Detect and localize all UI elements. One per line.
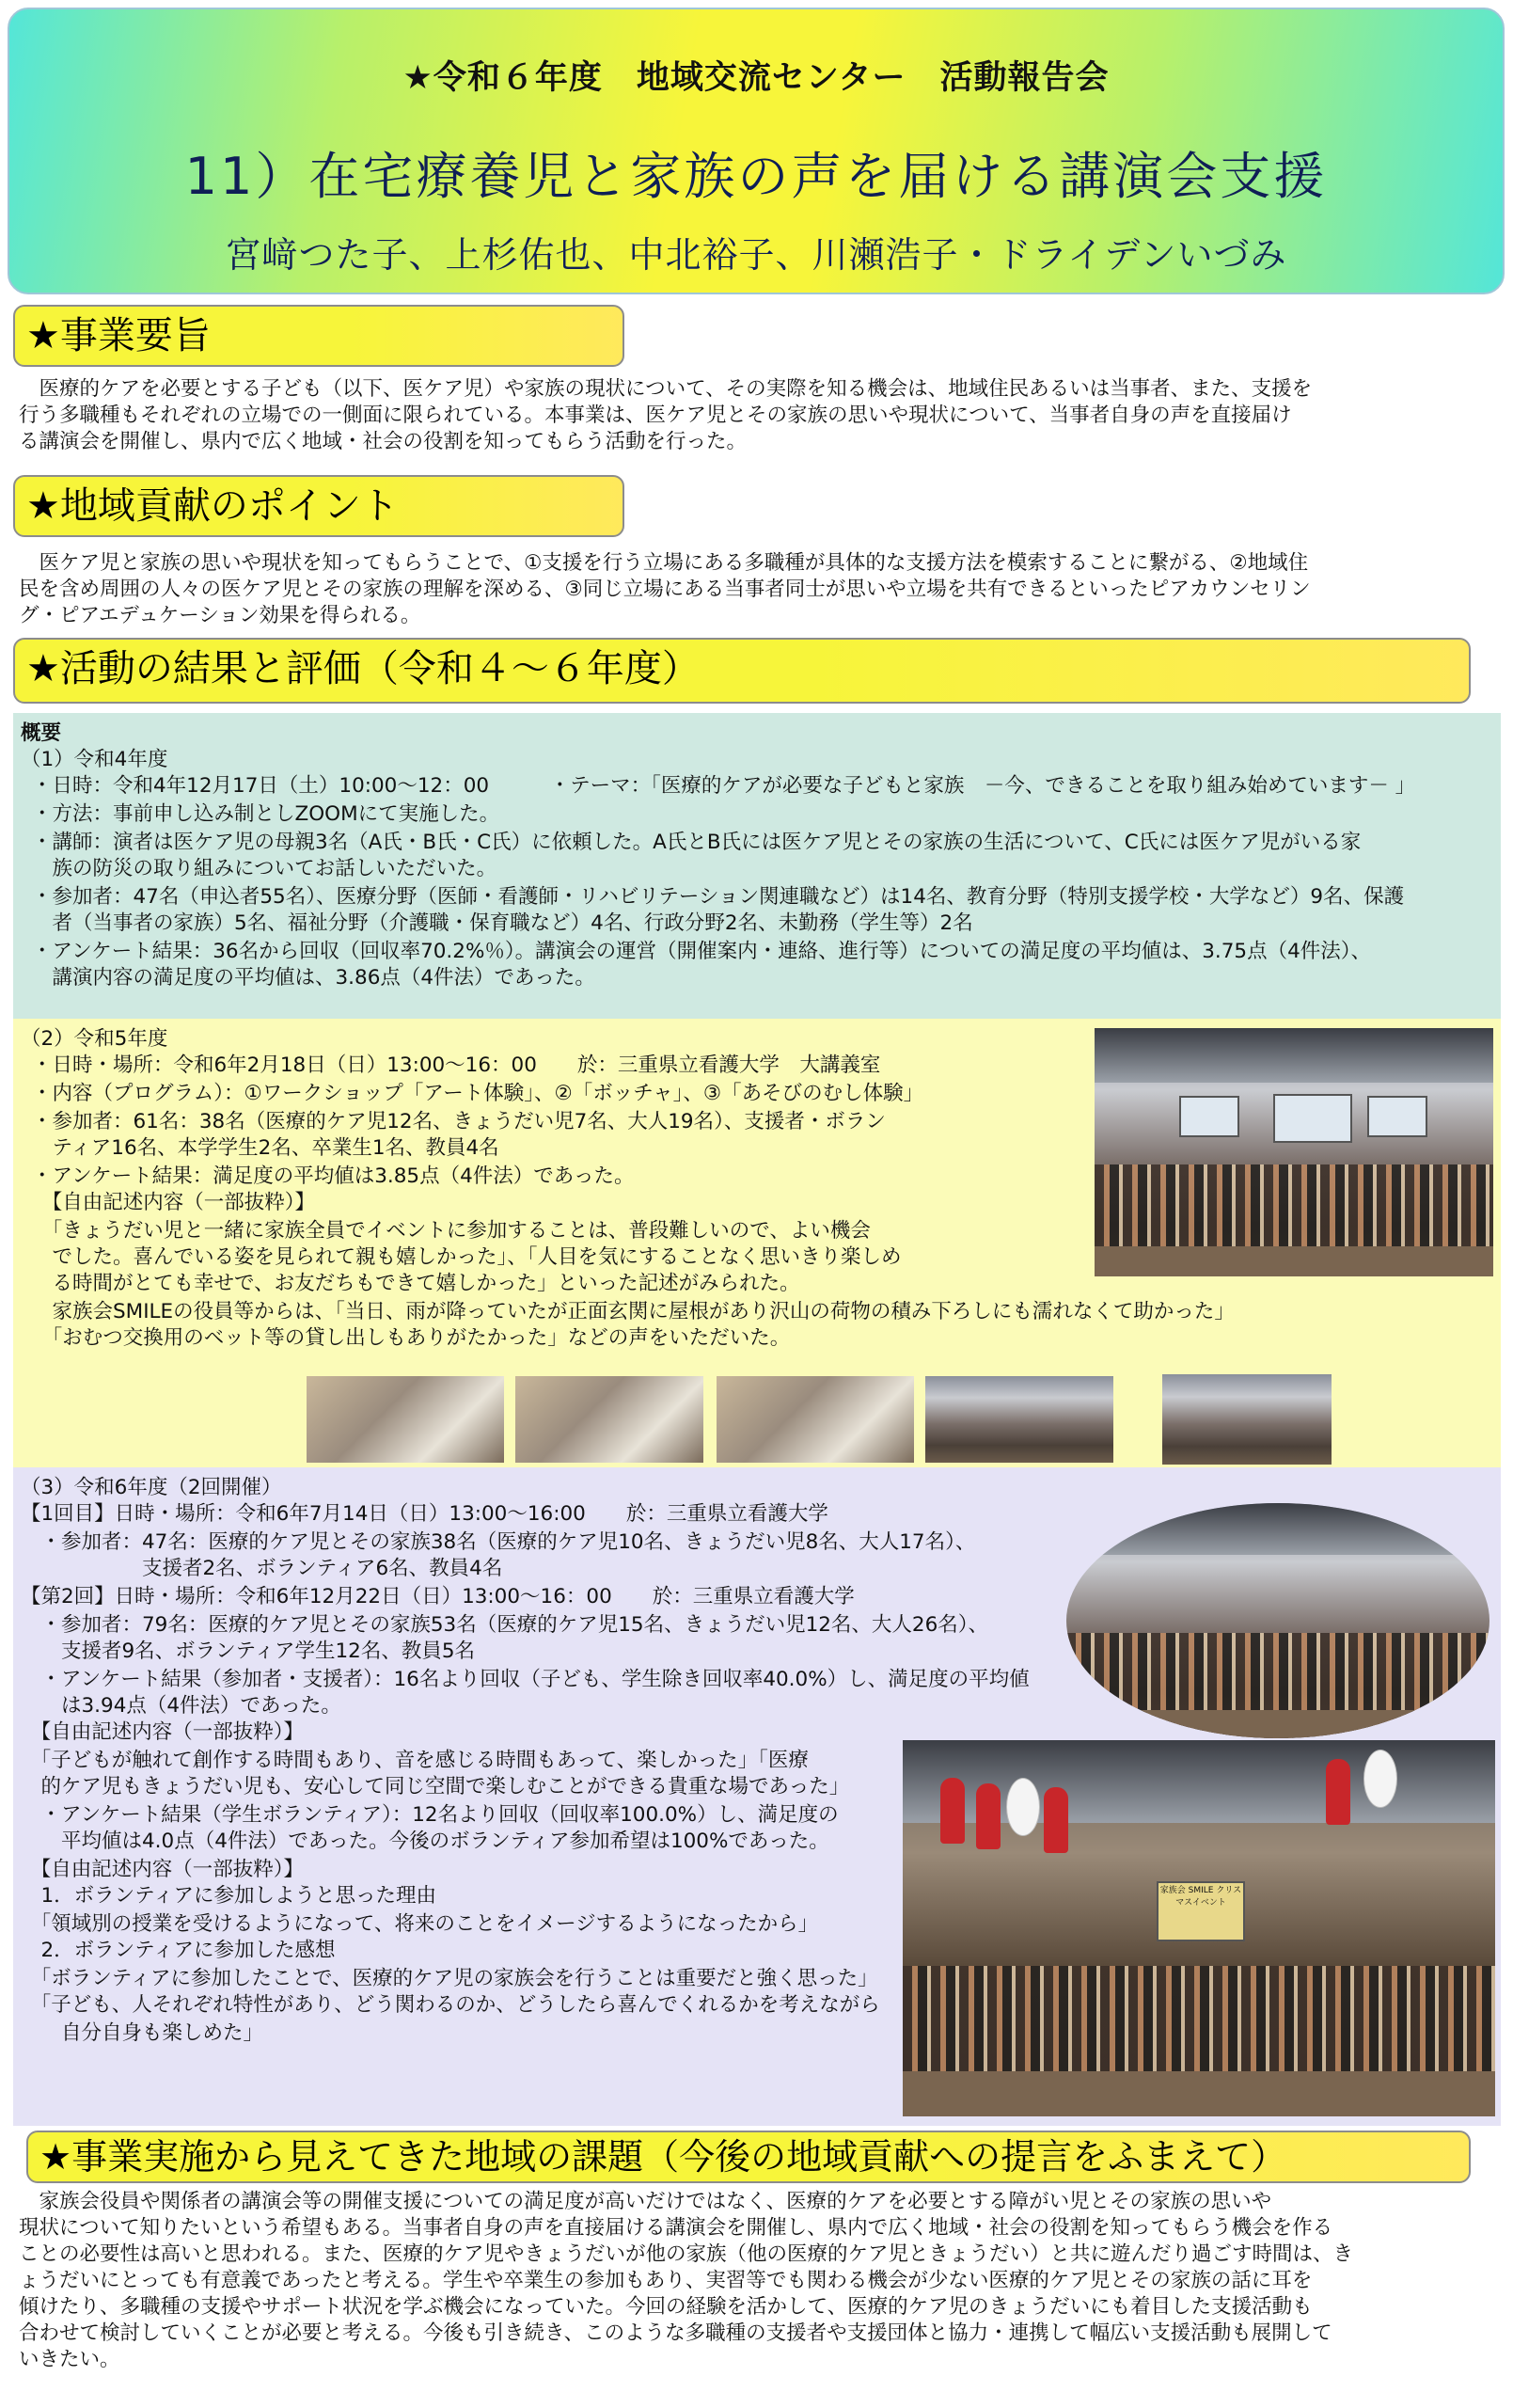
r4-line: ・日時：令和4年12月17日（土）10:00～12：00 ・テーマ：「医療的ケアが必要な子どもと家族 －今、できることを取り組み始めています－ 」 <box>32 774 1416 798</box>
r6-line: ・アンケート結果（学生ボランティア）：12名より回収（回収率100.0%）し、満足度の <box>21 1803 839 1827</box>
r4-title: （1）令和4年度 <box>21 748 168 771</box>
contribution-text <box>19 550 1497 629</box>
page-title: 11）在宅療養児と家族の声を届ける講演会支援 <box>184 147 1328 206</box>
r5-line: 【自由記述内容（一部抜粋）】 <box>32 1191 316 1214</box>
r5-activity-photo <box>515 1376 703 1463</box>
r6-line: ・参加者：79名：医療的ケア児とその家族53名（医療的ケア児15名、きょうだい児12名、大人26名）、 <box>21 1613 989 1637</box>
summary-line: る講演会を開催し、県内で広く地域・社会の役割を知ってもらう活動を行った。 <box>19 430 748 453</box>
r6-group-photo-oval <box>1066 1503 1489 1738</box>
r6-line: 支援者9名、ボランティア学生12名、教員5名 <box>21 1640 475 1663</box>
r4-line: 講演内容の満足度の平均値は、3.86点（4件法）であった。 <box>32 966 595 990</box>
section-heading-results: ★活動の結果と評価（令和４～６年度） <box>13 638 1471 704</box>
r6-line: 「ボランティアに参加したことで、医療的ケア児の家族会を行うことは重要だと強く思った」 <box>21 1967 878 1990</box>
r5-activity-photo <box>1162 1374 1332 1465</box>
r5-line: 家族会SMILEの役員等からは、「当日、雨が降っていたが正面玄関に屋根があり沢山の荷物の積み下ろしにも濡れなくて助かった」 <box>32 1300 1235 1323</box>
challenges-line: いきたい。 <box>19 2348 120 2371</box>
summary-line: 医療的ケアを必要とする子ども（以下、医ケア児）や家族の現状について、その実際を知る機会は、地域住民あるいは当事者、また、支援を <box>19 377 1313 401</box>
r6-line: ・アンケート結果（参加者・支援者）：16名より回収（子ども、学生除き回収率40.0%）し、満足度の平均値 <box>21 1668 1030 1691</box>
r4-line: ・参加者：47名（申込者55名）、医療分野（医師・看護師・リハビリテーション関連職など）は14名、教育分野（特別支援学校・大学など）9名、保護 <box>32 885 1405 909</box>
section-heading-summary: ★事業要旨 <box>13 305 624 367</box>
challenges-line: 合わせて検討していくことが必要と考える。今後も引き続き、このような多職種の支援者や支援団体と協力・連携して幅広い支援活動も展開して <box>19 2321 1332 2345</box>
r5-line: 「きょうだい児と一緒に家族全員でイベントに参加することは、普段難しいので、よい機会 <box>32 1219 871 1243</box>
r5-activity-photo <box>925 1376 1113 1463</box>
challenges-line: ょうだいにとっても有意義であったと考える。学生や卒業生の参加もあり、実習等でも関わる機会が少ない医療的ケア児とその家族の話に耳を <box>19 2269 1313 2292</box>
r6-line: 2．ボランティアに参加した感想 <box>21 1939 336 1962</box>
contribution-line: 民を含め周囲の人々の医ケア児とその家族の理解を深める、③同じ立場にある当事者同士が思いや立場を共有できるといったピアカウンセリン <box>19 578 1311 601</box>
header-banner <box>8 8 1505 294</box>
r6-line: は3.94点（4件法）であった。 <box>21 1694 341 1718</box>
r5-line: ・日時・場所：令和6年2月18日（日）13:00～16：00 於：三重県立看護大学 大講義室 <box>32 1054 881 1077</box>
r4-line: 者（当事者の家族）5名、福祉分野（介護職・保育職など）4名、行政分野2名、未勤務（学生等）2名 <box>32 911 973 935</box>
results-r5-panel <box>13 1019 1501 1467</box>
overview-label: 概要 <box>21 721 62 745</box>
r4-line: ・アンケート結果：36名から回収（回収率70.2%％）。講演会の運営（開催案内・連絡、進行等）についての満足度の平均値は、3.75点（4件法）、 <box>32 940 1371 963</box>
contribution-line: 医ケア児と家族の思いや現状を知ってもらうことで、①支援を行う立場にある多職種が具体的な支援方法を模索することに繋がる、②地域住 <box>19 551 1309 575</box>
r5-line: 「おむつ交換用のベット等の貸し出しもありがたかった」などの声をいただいた。 <box>32 1326 791 1350</box>
r4-line: ・方法：事前申し込み制としZOOMにて実施した。 <box>32 802 500 826</box>
r4-line: 族の防災の取り組みについてお話しいただいた。 <box>32 857 497 880</box>
r6-line: 支援者2名、ボランティア6名、教員4名 <box>21 1557 503 1580</box>
r5-line: ・アンケート結果：満足度の平均値は3.85点（4件法）であった。 <box>32 1164 635 1188</box>
challenges-text <box>19 2189 1497 2373</box>
r5-activity-photo <box>307 1376 504 1463</box>
r6-line: 的ケア児もきょうだい児も、安心して同じ空間で楽しむことができる貴重な場であった」 <box>21 1775 850 1798</box>
challenges-line: ことの必要性は高いと思われる。また、医療的ケア児やきょうだいが他の家族（他の医療的ケア児ときょうだい）と共に遊んだり過ごす時間は、き <box>19 2242 1354 2266</box>
r5-line: る時間がとても幸せで、お友だちもできて嬉しかった」といった記述がみられた。 <box>32 1272 800 1295</box>
r6-line: 【自由記述内容（一部抜粋）】 <box>21 1720 305 1744</box>
r6-line: 「領域別の授業を受けるようになって、将来のことをイメージするようになったから」 <box>21 1912 819 1936</box>
challenges-line: 現状について知りたいという希望もある。当事者自身の声を直接届ける講演会を開催し、県内で広く地域・社会の役割を知ってもらう機会を作る <box>19 2216 1333 2240</box>
r5-line: ティア16名、本学学生2名、卒業生1名、教員4名 <box>32 1136 499 1160</box>
section-heading-contribution: ★地域貢献のポイント <box>13 475 624 537</box>
r6-line: 【第2回】日時・場所：令和6年12月22日（日）13:00～16：00 於：三重県立看護大学 <box>21 1585 855 1608</box>
r4-line: ・講師：演者は医ケア児の母親3名（A氏・B氏・C氏）に依頼した。A氏とB氏には医ケア児とその家族の生活について、C氏には医ケア児がいる家 <box>32 831 1362 854</box>
r6-line: 1．ボランティアに参加しようと思った理由 <box>21 1884 436 1908</box>
results-r4-panel <box>13 713 1501 1019</box>
authors: 宮﨑つた子、上杉佑也、中北裕子、川瀬浩子・ドライデンいづみ <box>225 234 1287 276</box>
r6-line: 平均値は4.0点（4件法）であった。今後のボランティア参加希望は100%であった。 <box>21 1830 829 1853</box>
results-r6-panel <box>13 1467 1501 2126</box>
challenges-line: 傾けたり、多職種の支援やサポート状況を学ぶ機会になっていた。今回の経験を活かして、医療的ケア児のきょうだいにも着目した支援活動も <box>19 2295 1313 2319</box>
event-banner: 家族会 SMILE クリスマスイベント <box>1157 1881 1245 1941</box>
r6-line: 【自由記述内容（一部抜粋）】 <box>21 1858 305 1881</box>
r6-line: 【1回目】日時・場所：令和6年7月14日（日）13:00～16:00 於：三重県立看護大学 <box>21 1502 828 1526</box>
r6-line: 「子ども、人それぞれ特性があり、どう関わるのか、どうしたら喜んでくれるかを考えながら <box>21 1993 880 2017</box>
r5-line: ・参加者：61名：38名（医療的ケア児12名、きょうだい児7名、大人19名）、支援者・ボラン <box>32 1110 886 1133</box>
summary-line: 行う多職種もそれぞれの立場での一側面に限られている。本事業は、医ケア児とその家族の思いや現状について、当事者自身の声を直接届け <box>19 404 1292 427</box>
r6-title: （3）令和6年度（2回開催） <box>21 1476 282 1499</box>
event-subtitle: ★令和６年度 地域交流センター 活動報告会 <box>402 59 1110 97</box>
r5-line: ・内容（プログラム）：①ワークショップ「アート体験」、②「ボッチャ」、③「あそびのむし体験」 <box>32 1082 924 1105</box>
summary-text <box>19 376 1497 455</box>
r6-line: 「子どもが触れて創作する時間もあり、音を感じる時間もあって、楽しかった」「医療 <box>21 1749 809 1772</box>
section-heading-challenges: ★事業実施から見えてきた地域の課題（今後の地域貢献への提言をふまえて） <box>26 2131 1471 2183</box>
r6-line: ・参加者：47名：医療的ケア児とその家族38名（医療的ケア児10名、きょうだい児8名、大人17名）、 <box>21 1530 976 1554</box>
challenges-line: 家族会役員や関係者の講演会等の開催支援についての満足度が高いだけではなく、医療的ケアを必要とする障がい児とその家族の思いや <box>19 2190 1272 2213</box>
r5-activity-photo <box>717 1376 914 1463</box>
contribution-line: グ・ピアエデュケーション効果を得られる。 <box>19 604 421 627</box>
r6-christmas-event-photo <box>903 1740 1495 2116</box>
r5-group-photo <box>1095 1028 1493 1276</box>
r6-line: 自分自身も楽しめた」 <box>21 2021 264 2045</box>
r5-title: （2）令和5年度 <box>21 1027 168 1051</box>
r5-line: でした。喜んでいる姿を見られて親も嬉しかった」、「人目を気にすることなく思いきり楽しめ <box>32 1245 902 1269</box>
